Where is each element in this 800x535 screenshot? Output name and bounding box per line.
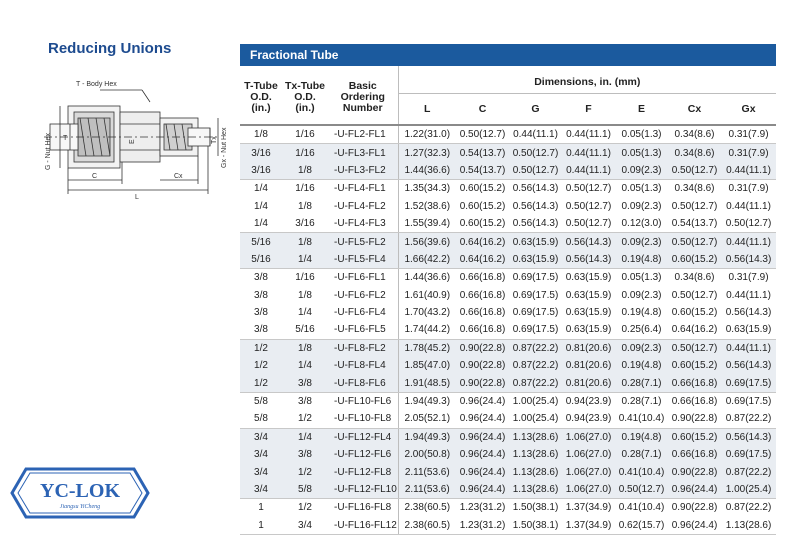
cell-dim-cx: 0.66(16.8) <box>668 374 721 392</box>
cell-dim-c: 0.96(24.4) <box>459 396 506 408</box>
cell-dim-gx: 1.13(28.6) <box>721 517 776 535</box>
cell-t-tube: 3/8 <box>240 321 282 339</box>
cell-dim-cx: 0.66(16.8) <box>671 396 718 408</box>
cell-dim-l: 1.22(31.0) <box>398 125 456 144</box>
cell-dim-e: 0.19(4.8) <box>615 251 668 269</box>
table-title: Fractional Tube <box>240 44 776 66</box>
cell-dim-l: 1.74(44.2) <box>398 321 456 339</box>
body-hex-label: T - Body Hex <box>76 81 117 88</box>
cell-dim-cx: 0.50(12.7) <box>668 162 721 180</box>
cell-dim-gx: 0.56(14.3) <box>721 428 776 446</box>
cell-dim-gx: 0.31(7.9) <box>728 272 769 284</box>
cell-dim-f: 0.50(12.7) <box>565 183 612 195</box>
section-title: Reducing Unions <box>48 40 172 57</box>
cell-dim-g: 0.56(14.3) <box>512 183 559 195</box>
cell-dim-e: 0.50(12.7) <box>615 481 668 499</box>
cell-ordering-number: -U-FL4-FL1 <box>334 183 386 195</box>
cell-dim-f: 0.44(11.1) <box>562 125 615 144</box>
cell-dim-gx: 0.69(17.5) <box>721 374 776 392</box>
cell-dim-e: 0.12(3.0) <box>615 215 668 233</box>
cell-ordering-number: -U-FL2-FL1 <box>328 125 398 144</box>
cell-t-tube: 1/4 <box>240 215 282 233</box>
table-row <box>240 162 776 180</box>
tx-label: Tx <box>211 136 218 144</box>
cell-dim-f: 1.37(34.9) <box>562 517 615 535</box>
cell-dim-f: 1.06(27.0) <box>562 463 615 480</box>
cell-tx-tube: 1/2 <box>298 502 312 514</box>
cell-dim-l: 1.35(34.3) <box>398 180 456 198</box>
cell-tx-tube: 3/8 <box>282 374 328 392</box>
cell-dim-cx: 0.66(16.8) <box>668 446 721 463</box>
cell-dim-gx: 0.63(15.9) <box>721 321 776 339</box>
cell-ordering-number: -U-FL12-FL4 <box>328 428 398 446</box>
col-l-header: L <box>398 94 456 126</box>
table-row <box>240 180 776 198</box>
cell-tx-tube: 3/8 <box>282 446 328 463</box>
cell-dim-c: 0.90(22.8) <box>456 357 509 374</box>
cell-dim-c: 1.23(31.2) <box>456 517 509 535</box>
col-t-tube-header: T-Tube O.D. (in.) <box>244 80 278 114</box>
cell-dim-f: 0.81(20.6) <box>562 357 615 374</box>
cell-dim-g: 1.13(28.6) <box>509 481 562 499</box>
cell-ordering-number: -U-FL12-FL8 <box>328 463 398 480</box>
cell-dim-l: 1.44(36.6) <box>398 269 456 287</box>
cell-ordering-number: -U-FL8-FL4 <box>328 357 398 374</box>
table-row <box>240 463 776 480</box>
cell-dim-cx: 0.90(22.8) <box>671 502 718 514</box>
cell-tx-tube: 3/4 <box>282 517 328 535</box>
cell-dim-f: 0.94(23.9) <box>565 396 612 408</box>
cell-dim-c: 0.54(13.7) <box>456 162 509 180</box>
cell-dim-f: 0.81(20.6) <box>562 339 615 357</box>
cell-dim-cx: 0.96(24.4) <box>668 517 721 535</box>
cell-dim-e: 0.41(10.4) <box>615 410 668 428</box>
cell-t-tube: 5/16 <box>240 251 282 269</box>
dimensions-header: Dimensions, in. (mm) <box>398 66 776 94</box>
cell-dim-gx: 0.44(11.1) <box>721 162 776 180</box>
t-label: T <box>63 135 68 142</box>
cell-dim-l: 1.94(49.3) <box>398 392 456 410</box>
cell-dim-e: 0.09(2.3) <box>621 200 662 212</box>
cell-dim-gx: 0.87(22.2) <box>725 502 772 514</box>
cell-tx-tube: 1/16 <box>295 183 315 195</box>
dimension-table-container <box>240 44 776 535</box>
cell-dim-l: 2.11(53.6) <box>398 481 456 499</box>
cell-dim-g: 0.69(17.5) <box>512 289 559 301</box>
cell-dim-c: 0.60(15.2) <box>459 183 506 195</box>
cell-tx-tube: 1/8 <box>298 289 312 301</box>
cell-t-tube: 1/8 <box>240 125 282 144</box>
table-row <box>240 428 776 446</box>
cell-dim-gx: 0.31(7.9) <box>721 125 776 144</box>
cell-dim-l: 1.56(39.6) <box>398 233 456 251</box>
cell-dim-l: 1.91(48.5) <box>398 374 456 392</box>
cell-tx-tube: 3/8 <box>298 396 312 408</box>
cell-tx-tube: 5/8 <box>282 481 328 499</box>
cell-dim-e: 0.19(4.8) <box>615 357 668 374</box>
cell-ordering-number: -U-FL6-FL2 <box>334 289 386 301</box>
cell-dim-f: 0.56(14.3) <box>562 233 615 251</box>
cell-dim-g: 0.87(22.2) <box>509 357 562 374</box>
col-ordering-header: Basic Ordering Number <box>340 80 385 114</box>
cell-dim-e: 0.05(1.3) <box>615 125 668 144</box>
cell-dim-g: 1.50(38.1) <box>509 517 562 535</box>
cell-ordering-number: -U-FL5-FL2 <box>328 233 398 251</box>
table-row <box>240 392 776 410</box>
cell-dim-f: 1.37(34.9) <box>565 502 612 514</box>
cell-t-tube: 3/4 <box>240 481 282 499</box>
cell-ordering-number: -U-FL10-FL8 <box>328 410 398 428</box>
cell-dim-e: 0.25(6.4) <box>615 321 668 339</box>
cell-dim-f: 0.44(11.1) <box>562 144 615 162</box>
cell-tx-tube: 5/16 <box>282 321 328 339</box>
cell-dim-g: 1.50(38.1) <box>512 502 559 514</box>
cx-label: Cx <box>174 173 183 180</box>
cell-dim-g: 1.13(28.6) <box>509 463 562 480</box>
cell-dim-l: 2.38(60.5) <box>398 499 456 517</box>
cell-dim-c: 0.90(22.8) <box>456 339 509 357</box>
cell-tx-tube: 1/4 <box>298 307 312 319</box>
table-row <box>240 125 776 144</box>
cell-dim-c: 0.64(16.2) <box>456 251 509 269</box>
cell-tx-tube: 1/2 <box>282 463 328 480</box>
cell-dim-e: 0.05(1.3) <box>621 183 662 195</box>
cell-dim-g: 0.69(17.5) <box>509 321 562 339</box>
cell-dim-f: 1.06(27.0) <box>562 428 615 446</box>
cell-dim-l: 2.11(53.6) <box>398 463 456 480</box>
cell-dim-gx: 0.44(11.1) <box>726 289 771 301</box>
cell-dim-c: 0.66(16.8) <box>459 272 506 284</box>
cell-dim-c: 0.66(16.8) <box>456 321 509 339</box>
cell-dim-c: 0.90(22.8) <box>456 374 509 392</box>
cell-dim-cx: 0.60(15.2) <box>671 307 718 319</box>
cell-dim-cx: 0.34(8.6) <box>674 183 715 195</box>
cell-dim-cx: 0.34(8.6) <box>668 125 721 144</box>
cell-ordering-number: -U-FL10-FL6 <box>334 396 392 408</box>
cell-t-tube: 5/16 <box>240 233 282 251</box>
cell-dim-l: 1.94(49.3) <box>398 428 456 446</box>
table-row <box>240 198 776 215</box>
cell-dim-gx: 0.69(17.5) <box>721 446 776 463</box>
cell-t-tube: 3/8 <box>254 307 268 319</box>
col-c-header: C <box>478 102 487 115</box>
cell-dim-l: 2.00(50.8) <box>398 446 456 463</box>
cell-dim-g: 0.50(12.7) <box>509 162 562 180</box>
cell-t-tube: 5/8 <box>240 410 282 428</box>
cell-t-tube: 3/8 <box>254 289 268 301</box>
cell-dim-c: 0.96(24.4) <box>456 446 509 463</box>
cell-dim-g: 0.56(14.3) <box>509 215 562 233</box>
cell-dim-c: 0.66(16.8) <box>459 289 506 301</box>
cell-dim-f: 0.44(11.1) <box>562 162 615 180</box>
cell-tx-tube: 1/8 <box>282 162 328 180</box>
col-gx-header: Gx <box>741 102 756 115</box>
cell-dim-f: 0.50(12.7) <box>565 200 612 212</box>
l-label: L <box>135 194 139 200</box>
cell-t-tube: 3/4 <box>240 428 282 446</box>
cell-dim-f: 0.56(14.3) <box>562 251 615 269</box>
cell-ordering-number: -U-FL6-FL4 <box>334 307 386 319</box>
table-row <box>240 410 776 428</box>
e-label: E <box>129 139 136 144</box>
cell-dim-e: 0.09(2.3) <box>615 233 668 251</box>
cell-dim-cx: 0.50(12.7) <box>671 200 718 212</box>
cell-tx-tube: 1/8 <box>298 200 312 212</box>
cell-dim-cx: 0.90(22.8) <box>668 410 721 428</box>
cell-dim-l: 2.05(52.1) <box>398 410 456 428</box>
cell-dim-cx: 0.50(12.7) <box>668 233 721 251</box>
cell-dim-gx: 0.50(12.7) <box>721 215 776 233</box>
cell-tx-tube: 1/4 <box>282 357 328 374</box>
cell-tx-tube: 1/4 <box>282 428 328 446</box>
cell-dim-cx: 0.34(8.6) <box>674 272 715 284</box>
cell-dim-e: 0.41(10.4) <box>618 502 665 514</box>
cell-t-tube: 1/2 <box>240 339 282 357</box>
cell-t-tube: 1/4 <box>254 183 268 195</box>
cell-ordering-number: -U-FL16-FL12 <box>328 517 398 535</box>
table-row <box>240 321 776 339</box>
table-row <box>240 269 776 287</box>
cell-dim-c: 0.64(16.2) <box>456 233 509 251</box>
cell-dim-g: 1.00(25.4) <box>509 410 562 428</box>
table-row <box>240 446 776 463</box>
cell-dim-f: 0.63(15.9) <box>565 307 612 319</box>
cell-dim-g: 0.50(12.7) <box>509 144 562 162</box>
cell-dim-e: 0.09(2.3) <box>615 339 668 357</box>
cell-dim-gx: 0.56(14.3) <box>725 307 772 319</box>
cell-dim-e: 0.05(1.3) <box>615 144 668 162</box>
cell-dim-gx: 0.69(17.5) <box>725 396 772 408</box>
cell-dim-cx: 0.34(8.6) <box>668 144 721 162</box>
cell-dim-f: 0.63(15.9) <box>565 289 612 301</box>
cell-dim-c: 0.96(24.4) <box>456 463 509 480</box>
table-row <box>240 233 776 251</box>
cell-dim-f: 0.63(15.9) <box>562 321 615 339</box>
cell-dim-cx: 0.50(12.7) <box>668 339 721 357</box>
cell-dim-e: 0.19(4.8) <box>615 428 668 446</box>
cell-dim-g: 1.13(28.6) <box>509 446 562 463</box>
cell-dim-e: 0.09(2.3) <box>615 162 668 180</box>
cell-dim-c: 0.96(24.4) <box>456 481 509 499</box>
cell-dim-gx: 0.44(11.1) <box>721 233 776 251</box>
cell-dim-c: 1.23(31.2) <box>459 502 506 514</box>
cell-dim-e: 0.28(7.1) <box>615 446 668 463</box>
cell-dim-f: 0.50(12.7) <box>562 215 615 233</box>
cell-dim-cx: 0.60(15.2) <box>668 357 721 374</box>
cell-dim-f: 0.81(20.6) <box>562 374 615 392</box>
cell-dim-l: 1.78(45.2) <box>398 339 456 357</box>
cell-tx-tube: 1/16 <box>295 272 315 284</box>
cell-dim-gx: 0.87(22.2) <box>721 463 776 480</box>
table-row <box>240 374 776 392</box>
cell-ordering-number: -U-FL12-FL6 <box>328 446 398 463</box>
cell-dim-gx: 0.31(7.9) <box>728 183 769 195</box>
cell-dim-e: 0.19(4.8) <box>621 307 662 319</box>
logo-name: YC-LOK <box>40 480 120 502</box>
cell-ordering-number: -U-FL5-FL4 <box>328 251 398 269</box>
cell-ordering-number: -U-FL4-FL2 <box>334 200 386 212</box>
cell-dim-g: 1.13(28.6) <box>509 428 562 446</box>
cell-tx-tube: 1/8 <box>282 233 328 251</box>
cell-dim-gx: 0.87(22.2) <box>721 410 776 428</box>
cell-dim-gx: 1.00(25.4) <box>721 481 776 499</box>
table-row <box>240 304 776 321</box>
cell-dim-gx: 0.44(11.1) <box>726 200 771 212</box>
table-row <box>240 357 776 374</box>
cell-dim-cx: 0.90(22.8) <box>668 463 721 480</box>
cell-t-tube: 3/4 <box>240 446 282 463</box>
cell-dim-g: 0.63(15.9) <box>509 251 562 269</box>
cell-ordering-number: -U-FL12-FL10 <box>328 481 398 499</box>
table-body <box>240 125 776 534</box>
table-row <box>240 251 776 269</box>
cell-dim-e: 0.09(2.3) <box>621 289 662 301</box>
cell-dim-gx: 0.44(11.1) <box>721 339 776 357</box>
cell-t-tube: 3/8 <box>254 272 268 284</box>
cell-dim-l: 1.27(32.3) <box>398 144 456 162</box>
cell-tx-tube: 1/4 <box>282 251 328 269</box>
cell-dim-l: 1.44(36.6) <box>398 162 456 180</box>
cell-dim-c: 0.96(24.4) <box>456 428 509 446</box>
cell-ordering-number: -U-FL8-FL6 <box>328 374 398 392</box>
cell-ordering-number: -U-FL6-FL5 <box>328 321 398 339</box>
cell-t-tube: 3/16 <box>240 162 282 180</box>
g-nut-hex-label: G - Nut Hex <box>45 133 52 170</box>
cell-dim-cx: 0.96(24.4) <box>668 481 721 499</box>
cell-dim-g: 0.69(17.5) <box>512 272 559 284</box>
cell-tx-tube: 1/16 <box>282 144 328 162</box>
cell-dim-l: 1.66(42.2) <box>398 251 456 269</box>
cell-t-tube: 1 <box>258 502 264 514</box>
c-label: C <box>92 173 98 180</box>
cell-tx-tube: 1/16 <box>282 125 328 144</box>
cell-dim-c: 0.50(12.7) <box>456 125 509 144</box>
cell-dim-f: 1.06(27.0) <box>562 481 615 499</box>
cell-tx-tube: 3/16 <box>282 215 328 233</box>
cell-dim-gx: 0.31(7.9) <box>721 144 776 162</box>
table-header <box>240 66 776 125</box>
cell-dim-c: 0.96(24.4) <box>456 410 509 428</box>
cell-dim-c: 0.60(15.2) <box>456 215 509 233</box>
dimension-table <box>240 66 776 535</box>
col-tx-tube-header: Tx-Tube O.D. (in.) <box>284 80 326 114</box>
cell-dim-cx: 0.60(15.2) <box>668 251 721 269</box>
cell-dim-l: 1.70(43.2) <box>398 304 456 321</box>
cell-dim-g: 1.00(25.4) <box>512 396 559 408</box>
cell-t-tube: 3/4 <box>240 463 282 480</box>
cell-dim-g: 0.44(11.1) <box>509 125 562 144</box>
col-f-header: F <box>585 102 592 115</box>
cell-dim-cx: 0.54(13.7) <box>668 215 721 233</box>
cell-ordering-number: -U-FL3-FL2 <box>328 162 398 180</box>
cell-ordering-number: -U-FL6-FL1 <box>334 272 386 284</box>
cell-dim-cx: 0.60(15.2) <box>668 428 721 446</box>
cell-dim-c: 0.66(16.8) <box>459 307 506 319</box>
yc-lok-logo <box>6 463 154 523</box>
cell-dim-l: 1.61(40.9) <box>398 287 456 304</box>
col-g-header: G <box>531 102 540 115</box>
cell-tx-tube: 1/2 <box>282 410 328 428</box>
cell-dim-l: 1.85(47.0) <box>398 357 456 374</box>
table-row <box>240 499 776 517</box>
cell-dim-g: 0.56(14.3) <box>512 200 559 212</box>
table-row <box>240 287 776 304</box>
col-cx-header: Cx <box>687 102 702 115</box>
cell-dim-f: 0.63(15.9) <box>565 272 612 284</box>
cell-t-tube: 1/4 <box>254 200 268 212</box>
reducing-union-drawing <box>40 72 230 200</box>
cell-ordering-number: -U-FL16-FL8 <box>334 502 392 514</box>
col-e-header: E <box>637 102 645 115</box>
cell-dim-c: 0.60(15.2) <box>459 200 506 212</box>
cell-t-tube: 5/8 <box>254 396 268 408</box>
cell-dim-f: 0.94(23.9) <box>562 410 615 428</box>
cell-dim-f: 1.06(27.0) <box>562 446 615 463</box>
cell-tx-tube: 1/8 <box>282 339 328 357</box>
cell-dim-l: 1.55(39.4) <box>398 215 456 233</box>
cell-t-tube: 1 <box>240 517 282 535</box>
cell-t-tube: 1/2 <box>240 357 282 374</box>
cell-dim-l: 1.52(38.6) <box>398 198 456 215</box>
cell-dim-cx: 0.64(16.2) <box>668 321 721 339</box>
cell-t-tube: 1/2 <box>240 374 282 392</box>
logo-subtitle: Jiangsu YiCheng <box>59 504 101 510</box>
cell-ordering-number: -U-FL3-FL1 <box>328 144 398 162</box>
table-row <box>240 481 776 499</box>
cell-dim-g: 0.63(15.9) <box>509 233 562 251</box>
cell-dim-c: 0.54(13.7) <box>456 144 509 162</box>
cell-dim-gx: 0.56(14.3) <box>721 357 776 374</box>
cell-dim-e: 0.28(7.1) <box>615 374 668 392</box>
gx-nut-hex-label: Gx - Nut Hex <box>221 127 228 168</box>
cell-dim-cx: 0.50(12.7) <box>671 289 718 301</box>
cell-dim-g: 0.87(22.2) <box>509 374 562 392</box>
table-row <box>240 339 776 357</box>
table-row <box>240 215 776 233</box>
cell-dim-g: 0.87(22.2) <box>509 339 562 357</box>
cell-ordering-number: -U-FL8-FL2 <box>328 339 398 357</box>
cell-dim-g: 0.69(17.5) <box>512 307 559 319</box>
table-row <box>240 144 776 162</box>
cell-dim-e: 0.62(15.7) <box>615 517 668 535</box>
cell-ordering-number: -U-FL4-FL3 <box>328 215 398 233</box>
cell-dim-l: 2.38(60.5) <box>398 517 456 535</box>
cell-dim-e: 0.41(10.4) <box>615 463 668 480</box>
cell-dim-gx: 0.56(14.3) <box>721 251 776 269</box>
cell-t-tube: 3/16 <box>240 144 282 162</box>
cell-dim-e: 0.05(1.3) <box>621 272 662 284</box>
cell-dim-e: 0.28(7.1) <box>621 396 662 408</box>
